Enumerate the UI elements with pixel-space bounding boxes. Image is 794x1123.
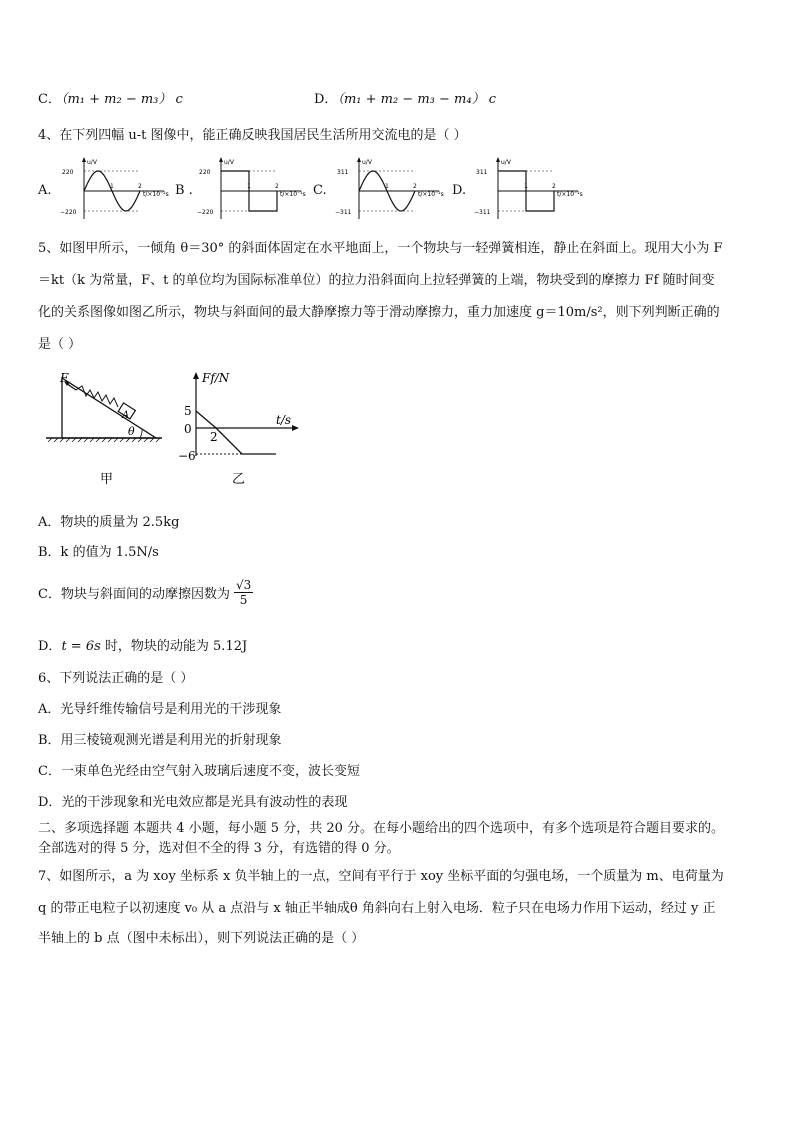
x-tick-1: 1: [385, 183, 389, 190]
figure-jia: [44, 368, 164, 488]
y-min-label: −220: [60, 209, 77, 216]
u-t-graph: [60, 155, 170, 225]
option-text: C．物块与斜面间的动摩擦因数为: [38, 587, 230, 602]
q4-option-d[interactable]: [452, 155, 582, 225]
q5-stem-line-2: ＝kt（k 为常量，F、t 的单位均为国际标准单位）的拉力沿斜面向上拉轻弹簧的上端，物块受到的摩擦力 Ff 随时间变: [38, 273, 715, 288]
option-label: A.: [38, 183, 52, 198]
angle-label: θ: [128, 425, 135, 438]
y-tick-top: 5: [184, 404, 192, 418]
y-tick-bottom: −6: [178, 449, 196, 463]
fraction-denominator: 5: [239, 593, 248, 607]
y-axis-label: Ff/N: [202, 371, 230, 385]
q7-stem-line-3: 半轴上的 b 点（图中未标出），则下列说法正确的是（ ）: [38, 931, 365, 946]
section-2-heading-line-1: 二、多项选择题 本题共 4 小题，每小题 5 分，共 20 分。在每小题给出的四个选项中，有多个选项是符合题目要求的。: [38, 821, 725, 836]
option-label: D．: [38, 639, 62, 654]
option-label: D.: [452, 183, 467, 198]
q4-stem: 4、在下列四幅 u-t 图像中，能正确反映我国居民生活所用交流电的是（ ）: [38, 128, 467, 143]
x-unit-label: t/×10⁻²s: [557, 191, 583, 198]
x-tick-1: 1: [247, 183, 251, 190]
q4-option-b[interactable]: [175, 155, 305, 225]
option-label: D．: [314, 92, 338, 107]
x-unit-label: t/×10⁻²s: [418, 191, 444, 198]
y-unit-label: u/V: [501, 159, 511, 166]
q5-option-c[interactable]: [38, 578, 253, 607]
y-unit-label: u/V: [362, 159, 372, 166]
q5-stem-line-3: 化的关系图像如图乙所示，物块与斜面间的最大静摩擦力等于滑动摩擦力，重力加速度 g＝10m/s²，则下列判断正确的: [38, 305, 720, 320]
u-t-graph: [474, 155, 584, 225]
q3-option-c[interactable]: [38, 88, 183, 107]
fraction-numerator: √3: [235, 578, 252, 592]
q6-option-b[interactable]: B．用三棱镜观测光谱是利用光的折射现象: [38, 733, 282, 748]
fraction: [234, 578, 253, 607]
section-2-heading-line-2: 全部选对的得 5 分，选对但不全的得 3 分，有选错的得 0 分。: [38, 841, 400, 856]
q6-stem: 6、下列说法正确的是（ ）: [38, 671, 194, 686]
q5-option-a[interactable]: A．物块的质量为 2.5kg: [38, 515, 180, 530]
y-max-label: 311: [476, 169, 488, 176]
option-expression: （m₁ + m₂ − m₃ − m₄） c: [337, 92, 496, 107]
y-max-label: 311: [337, 169, 349, 176]
force-label: F: [60, 371, 69, 385]
y-axis-arrow: [82, 157, 86, 162]
option-text: 时，物块的动能为 5.12J: [104, 639, 248, 654]
figure-yi: [176, 368, 306, 488]
u-t-graph: [335, 155, 445, 225]
q7-stem-line-1: 7、如图所示，a 为 xoy 坐标系 x 负半轴上的一点，空间有平行于 xoy 坐标平面的匀强电场，一个质量为 m、电荷量为: [38, 869, 724, 884]
y-max-label: 220: [199, 169, 211, 176]
figure-caption: 甲: [100, 472, 114, 487]
x-axis-label: t/s: [276, 413, 292, 427]
x-tick-2: 2: [138, 183, 142, 190]
x-tick: 2: [210, 430, 218, 444]
y-min-label: −311: [474, 209, 491, 216]
x-tick-1: 1: [110, 183, 114, 190]
option-expression: （m₁ + m₂ − m₃） c: [60, 92, 183, 107]
y-axis-arrow: [219, 157, 223, 162]
y-axis-arrow: [357, 157, 361, 162]
option-label: C．: [38, 92, 61, 107]
x-tick-1: 1: [524, 183, 528, 190]
y-unit-label: u/V: [87, 159, 97, 166]
q5-stem-line-4: 是（ ）: [38, 337, 82, 352]
q5-option-d[interactable]: [38, 635, 247, 654]
figure-caption: 乙: [232, 472, 246, 487]
y-min-label: −220: [197, 209, 214, 216]
q6-option-d[interactable]: D．光的干涉现象和光电效应都是光具有波动性的表现: [38, 795, 348, 810]
q3-option-d[interactable]: [314, 88, 496, 107]
friction-curve: [196, 411, 276, 454]
block-label: A: [122, 410, 130, 421]
q4-option-c[interactable]: [313, 155, 443, 225]
q4-option-a[interactable]: [38, 155, 168, 225]
q6-option-a[interactable]: A．光导纤维传输信号是利用光的干涉现象: [38, 702, 282, 717]
option-expression: t = 6s: [61, 639, 101, 654]
q7-stem-line-2: q 的带正电粒子以初速度 v₀ 从 a 点沿与 x 轴正半轴成θ 角斜向右上射入电场．粒子只在电场力作用下运动，经过 y 正: [38, 901, 716, 916]
u-t-graph: [197, 155, 307, 225]
q5-option-b[interactable]: B．k 的值为 1.5N/s: [38, 545, 159, 560]
x-tick-2: 2: [413, 183, 417, 190]
option-label: C.: [313, 183, 327, 198]
x-unit-label: t/×10⁻²s: [280, 191, 306, 198]
x-tick-2: 2: [552, 183, 556, 190]
x-unit-label: t/×10⁻²s: [143, 191, 169, 198]
y-tick-zero: 0: [184, 422, 192, 436]
y-axis-arrow: [496, 157, 500, 162]
x-tick-2: 2: [275, 183, 279, 190]
y-unit-label: u/V: [224, 159, 234, 166]
q6-option-c[interactable]: C．一束单色光经由空气射入玻璃后速度不变，波长变短: [38, 764, 360, 779]
q5-stem-line-1: 5、如图甲所示，一倾角 θ＝30° 的斜面体固定在水平地面上，一个物块与一轻弹簧相连，静止在斜面上。现用大小为 F: [38, 241, 723, 256]
y-min-label: −311: [335, 209, 352, 216]
option-label: B .: [175, 183, 193, 198]
y-max-label: 220: [62, 169, 74, 176]
